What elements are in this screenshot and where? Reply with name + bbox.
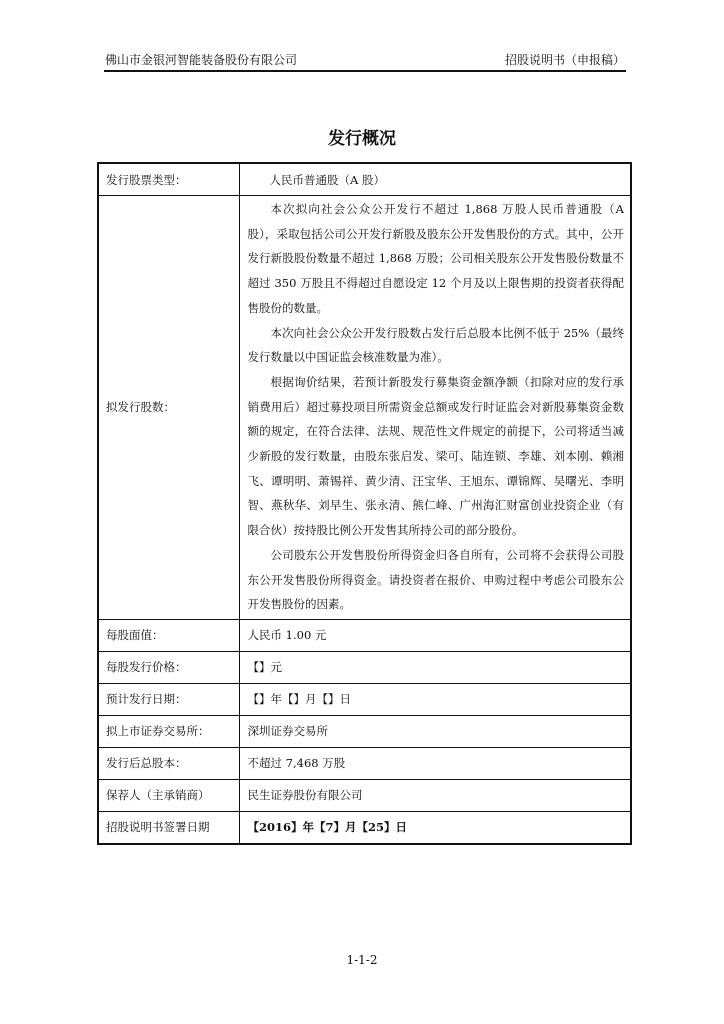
table-row	[98, 811, 631, 844]
table-row	[98, 163, 631, 196]
label-issue-date: 预计发行日期：	[98, 683, 239, 715]
shares-paragraph-1: 本次拟向社会公众公开发行不超过 1,868 万股人民币普通股（A 股），采取包括公司公开发行新股及股东公开发售股份的方式。其中，公开发行新股股份数量不超过 1,868 万股；公司相关股东公开发售股份数量不超过 350 万股且不得超过自愿设定 12 个月及以上限售期的投资者获得配售股份的数量。	[247, 202, 624, 315]
label-exchange: 拟上市证券交易所：	[98, 715, 239, 747]
page-number: 1-1-2	[346, 953, 378, 967]
value-sponsor: 民生证券股份有限公司	[239, 779, 631, 811]
shares-paragraph-3: 根据询价结果，若预计新股发行募集资金额净额（扣除对应的发行承销费用后）超过募投项目所需资金总额或发行时证监会对新股募集资金数额的规定，在符合法律、法规、规范性文件规定的前提下，公司将适当减少新股的发行数量，由股东张启发、梁可、陆连锁、李雄、刘本刚、赖湘飞、谭明明、萧锡祥、黄少清、汪宝华、王旭东、谭锦辉、吴曙光、李明智、燕秋华、刘早生、张永清、熊仁峰、广州海汇财富创业投资企业（有限合伙）按持股比例公开发售其所持公司的部分股份。	[247, 374, 624, 538]
header-rule	[104, 70, 626, 72]
value-issue-date: 【】年【】月【】日	[239, 683, 631, 715]
label-sponsor: 保荐人（主承销商）	[98, 779, 239, 811]
value-signing-date: 【2016】年【7】月【25】日	[239, 811, 631, 844]
shares-paragraph-4: 公司股东公开发售股份所得资金归各自所有，公司将不会获得公司股东公开发售股份所得资金。请投资者在报价、申购过程中考虑公司股东公开发售股份的因素。	[247, 547, 624, 612]
table-row	[98, 747, 631, 779]
label-stock-type: 发行股票类型：	[98, 163, 239, 196]
value-stock-type: 人民币普通股（A 股）	[239, 163, 631, 196]
value-total-shares: 不超过 7,468 万股	[239, 747, 631, 779]
table-row	[98, 619, 631, 651]
label-signing-date: 招股说明书签署日期	[98, 811, 239, 844]
value-issue-price: 【】元	[239, 651, 631, 683]
table-row	[98, 196, 631, 620]
value-exchange: 深圳证券交易所	[239, 715, 631, 747]
label-par-value: 每股面值：	[98, 619, 239, 651]
label-shares-issued: 拟发行股数：	[98, 196, 239, 620]
label-total-shares: 发行后总股本：	[98, 747, 239, 779]
page-header	[105, 52, 625, 68]
table-row	[98, 779, 631, 811]
offering-overview-table	[97, 162, 632, 845]
label-issue-price: 每股发行价格：	[98, 651, 239, 683]
table-row	[98, 651, 631, 683]
table-row	[98, 683, 631, 715]
header-company: 佛山市金银河智能装备股份有限公司	[105, 53, 298, 67]
shares-paragraph-2: 本次向社会公众公开发行股数占发行后总股本比例不低于 25%（最终发行数量以中国证监会核准数量为准）。	[247, 325, 624, 365]
value-shares-issued	[239, 196, 631, 620]
table-row	[98, 715, 631, 747]
header-doc-type: 招股说明书（申报稿）	[504, 53, 625, 67]
page-title: 发行概况	[328, 129, 396, 149]
value-par-value: 人民币 1.00 元	[239, 619, 631, 651]
